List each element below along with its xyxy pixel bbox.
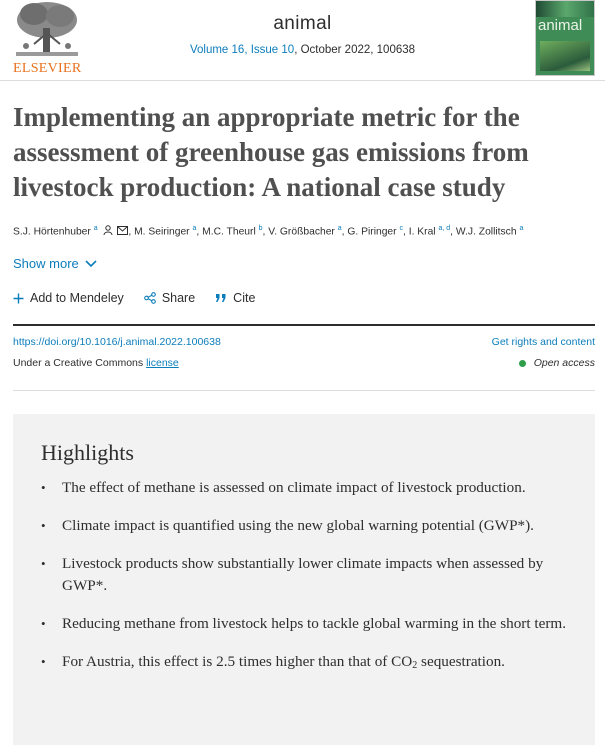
article-actions [13, 291, 255, 305]
author-name[interactable]: W.J. Zollitsch [455, 226, 517, 238]
author-affiliation[interactable]: a [93, 225, 98, 232]
highlights-box [13, 414, 595, 745]
author-affiliation[interactable]: c [399, 225, 403, 232]
highlight-subscript: 2 [412, 660, 418, 671]
publisher-wordmark: ELSEVIER [13, 61, 82, 76]
cover-title: animal [538, 17, 583, 34]
license-prefix: Under a Creative Commons [13, 357, 147, 369]
author-name[interactable]: I. Kral [408, 226, 436, 238]
cover-image [540, 41, 590, 71]
share-button[interactable] [144, 291, 195, 305]
author-name[interactable]: S.J. Hörtenhuber [13, 226, 91, 238]
author-name[interactable]: M.C. Theurl [202, 226, 256, 238]
open-access-dot-icon [519, 360, 526, 367]
author-affiliation[interactable]: a [192, 225, 197, 232]
section-rule [13, 324, 595, 326]
volume-issue-link[interactable]: Volume 16, Issue 10 [189, 44, 295, 56]
add-to-mendeley-button[interactable] [13, 291, 124, 305]
chevron-down-icon [85, 260, 97, 268]
highlights-list [41, 477, 581, 693]
author-name[interactable]: M. Seiringer [134, 226, 190, 238]
rights-link[interactable]: Get rights and content [491, 336, 595, 348]
highlight-item [41, 651, 581, 677]
cover-strip [536, 1, 595, 17]
email-icon[interactable] [117, 226, 128, 238]
share-label: Share [161, 291, 196, 305]
license-text [13, 357, 179, 369]
doi-link[interactable]: https://doi.org/10.1016/j.animal.2022.100638 [13, 336, 221, 348]
open-access-badge [519, 357, 595, 369]
open-access-label: Open access [533, 357, 595, 369]
author-name[interactable]: V. Größbacher [268, 226, 335, 238]
highlights-heading: Highlights [41, 440, 134, 465]
highlight-text-end: sequestration. [417, 653, 505, 670]
highlight-text: For Austria, this effect is 2.5 times higher than that of CO [62, 653, 413, 670]
person-icon[interactable] [103, 225, 113, 238]
highlight-item: • The effect of methane is assessed on climate impact of livestock production. [41, 477, 581, 499]
issue-date: , October 2022, 100638 [294, 44, 416, 56]
meta-divider [13, 390, 595, 391]
author-affiliation[interactable]: b [258, 225, 263, 232]
author-affiliation[interactable]: a [519, 225, 524, 232]
article-title: Implementing an appropriate metric for the assessment of greenhouse gas emissions from livestock production: A national case study [13, 102, 529, 202]
license-link[interactable]: license [146, 357, 179, 369]
author-affiliation[interactable]: a [337, 225, 342, 232]
quote-icon [215, 293, 227, 303]
journal-header [0, 0, 605, 80]
share-icon [144, 292, 156, 304]
cite-label: Cite [233, 291, 256, 305]
author-affiliation[interactable]: a, d [438, 225, 451, 232]
journal-cover-thumbnail[interactable] [535, 0, 595, 76]
highlight-item: • Reducing methane from livestock helps to tackle global warming in the short term. [41, 613, 581, 635]
journal-name[interactable]: animal [273, 13, 332, 34]
header-divider [0, 80, 605, 81]
show-more-label: Show more [13, 256, 79, 271]
highlight-item: • Livestock products show substantially lower climate impacts when assessed by GWP*. [41, 553, 581, 597]
journal-info [0, 13, 605, 56]
highlight-item: • Climate impact is quantified using the new global warning potential (GWP*). [41, 515, 581, 537]
show-more-button[interactable] [13, 256, 97, 271]
issue-info [0, 44, 605, 56]
cite-button[interactable] [215, 291, 255, 305]
author-name[interactable]: G. Piringer [347, 226, 397, 238]
plus-icon [13, 293, 24, 304]
author-list: S.J. Hörtenhuber $^a$ , M. Seiringer $^a$, M.C. Theurl $^b$, V. Größbacher $^a$, G. Piringer $^c$, I. Kral $^{a, d}$, W.J. Zollitsch $^a$ [13, 225, 524, 238]
mendeley-label: Add to Mendeley [30, 291, 124, 305]
